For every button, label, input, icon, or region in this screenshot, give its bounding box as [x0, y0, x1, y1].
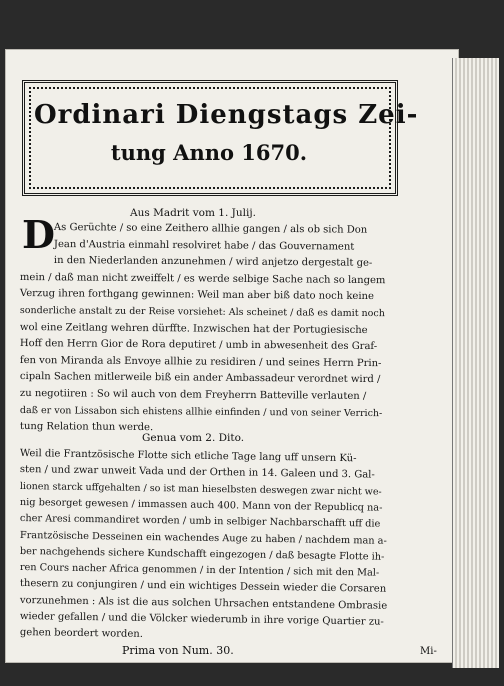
article1-line: fen von Miranda als Envoye allhie zu residiren / und seines Herrn Prin-	[19, 354, 382, 369]
masthead-ornamental-border	[22, 80, 419, 196]
article1-dateline: Aus Madrit vom 1. Julij.	[130, 207, 256, 219]
signature-mark: Prima von Num. 30.	[122, 644, 234, 657]
article1-line: in den Niederlanden anzunehmen / wird anjetzo dergestalt ge-	[53, 255, 373, 269]
article2-line: sten / und zwar unweit Vada und der Orthen in 14. Galeen und 3. Gal-	[19, 464, 375, 481]
article1-line: zu negotiiren : So wil auch von dem Freyherrn Batteville verlauten /	[19, 388, 367, 403]
article2-line: ber nachgehends sichere Kundschafft eingezogen / daß besagte Flotte ih-	[19, 545, 385, 563]
page-stack-edge	[452, 58, 499, 668]
article2-line: ren Cours nacher Africa genommen / in der Intention / sich mit den Mal-	[19, 562, 380, 579]
article2-line: gehen beordert worden.	[19, 627, 144, 641]
article2-line: thesern zu conjungiren / und ein wichtiges Dessein wieder die Corsaren	[19, 578, 387, 596]
article2-line: Frantzösische Desseinen ein wachendes Auge zu haben / nachdem man a-	[19, 529, 387, 547]
article1-dropcap: D	[22, 212, 55, 257]
article2-line: vorzunehmen : Als ist die aus solchen Uhrsachen entstandene Ombrasie	[19, 594, 388, 612]
article1-line: mein / daß man nicht zweiffelt / es werde selbige Sache nach so langem	[19, 271, 386, 286]
article2-line: cher Aresi commandiret worden / umb in selbiger Nachbarschafft uff die	[19, 513, 381, 530]
article1-line: cipaln Sachen mitlerweile biß ein ander Ambassadeur verordnet wird /	[19, 371, 381, 386]
article2-dateline: Genua vom 2. Dito.	[142, 432, 245, 444]
article1-line: Jean d'Austria einmahl resolviret habe / das Gouvernament	[53, 238, 355, 253]
masthead-title-line2: tung Anno 1670.	[110, 140, 308, 165]
article2-line: wieder gefallen / und die Völcker wiederumb in ihre vorige Quartier zu-	[19, 611, 384, 628]
article1-line: sonderliche anstalt zu der Reise vorsiehet: Als scheinet / daß es damit noch	[19, 305, 385, 320]
catchword: Mi-	[420, 646, 437, 657]
article2-line: lionen starck uffgehalten / so ist man hieselbsten deswegen zwar nicht we-	[19, 480, 382, 498]
article1-line: tung Relation thun werde.	[19, 421, 154, 434]
article1-line: daß er von Lissabon sich ehistens allhie einfinden / und von seiner Verrich-	[19, 404, 383, 419]
article1-line: Verzug ihren forthgang gewinnen: Weil man aber biß dato noch keine	[19, 288, 374, 303]
article1-line: As Gerüchte / so eine Zeithero allhie gangen / als ob sich Don	[53, 222, 368, 236]
article1-line: Hoff den Herrn Gior de Rora deputiret / umb in abwesenheit des Graf-	[19, 338, 378, 353]
article2-line: Weil die Frantzösische Flotte sich etliche Tage lang uff unsern Kü-	[19, 448, 357, 465]
article2-line: nig besorget gewesen / immassen auch 400. Mann von der Republicq na-	[19, 496, 383, 514]
article1-line: wol eine Zeitlang wehren dürffte. Inzwischen hat der Portugiesische	[19, 321, 368, 336]
masthead-title-line1: Ordinari Diengstags Zei-	[34, 100, 419, 130]
